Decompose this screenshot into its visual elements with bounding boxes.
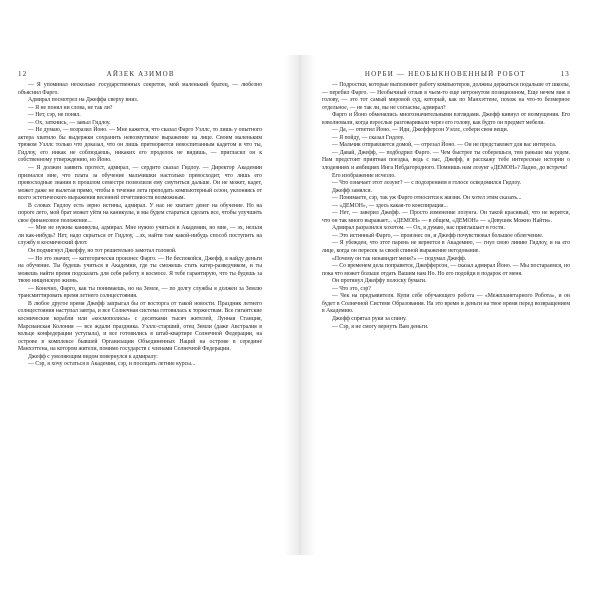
right-page-text xyxy=(322,82,570,331)
paragraph: — Да, — ответил Йоно. — Иди, Джефферсон Уэллс, собери свои вещи. xyxy=(332,127,509,134)
left-running-head: АЙЗЕК АЗИМОВ xyxy=(106,70,175,78)
paragraph: — Нет, — заверил Джефф. — Просто изменение лозунга. Он такой красивый, что не верится, что он так много выражает... «ДЕМОН» — в общем, «ДЕМОН» — «Девушек Можно Найти». xyxy=(322,210,570,224)
paragraph: Адмирал разразился хохотом. — Ох, я думаю, нас приглашает в гости. xyxy=(332,225,505,232)
paragraph: — Сэр, я хочу остаться в Академии, сэр, и посещать летние курсы... xyxy=(28,361,196,368)
right-page-number: 13 xyxy=(560,70,570,78)
paragraph: — Чек на предъявителя. Купи себе обучающего робота — «Межпланетарного Робота», и он будет в Солнечной Системе Образования. На это время и деньги на твое время перед возвращением в Академию. xyxy=(322,293,570,315)
paragraph: Джефф спрятал руки за спину. xyxy=(332,315,407,322)
paragraph: — Я должен заявить протест, адмирал, — сердито сказал Гидлоу. — Директор Академии признался мне, что плата за обучение мальчишки настолько превосходит, что лишь его превосходные знания в прошлом семестре позволили ему смутиться дальше. Он не может, кадет, может даже не вылетая прямо, чтобы в течение лета преподать компьютерный сезон, уклоняясь от всего эстетического выражения весенней отчетливости возможным. xyxy=(18,165,262,202)
paragraph: — Я пойду, — сказал Гидлоу. xyxy=(332,134,405,141)
paragraph: — Ох, заткнись, — завыл Гидлоу. xyxy=(28,119,111,126)
left-page-header xyxy=(18,70,262,78)
paragraph: Он протянул Джеффу полоску бумаги. xyxy=(332,278,427,285)
paragraph: — Я убежден, что этот парень не вернется в Академию, — гнул свою линию Гидлоу, и на его лице, когда он пересек за своей спиной выражение негодование. xyxy=(322,240,570,255)
left-page-number: 12 xyxy=(18,70,28,78)
paragraph: — Мне не нужны каникулы, адмирал. Мне нужно учиться в Академии, но мне, — эх, нельзя ли как-нибудь? Нет, надо скрыться от Гидлоу, ...эх, найти там какой-нибудь способ поступить на службу в космический флот. xyxy=(18,225,262,247)
paragraph: — Я упоминал несколько государственных секретов, мой маленький братец, — любезно объяснил Фарго. xyxy=(18,82,262,96)
paragraph: «Почему он так ненавидит меня?» — подумал Джефф. xyxy=(332,255,467,262)
paragraph: — Это истинный Фарго, — произнес он, и Джефф почувствовал большое облегчение. xyxy=(332,232,544,239)
paragraph: — Что означает этот лозунг? — с подозрением в голосе осведомился Гидлоу. xyxy=(332,180,521,187)
paragraph: Его изображение исчезло. xyxy=(332,172,396,179)
paragraph: — Подростки, которые выполняют работу компьютеров, должны держаться подальше от школы, — перебил Фарго. — Необычный отзыв в чьем-то еще нетронутом позиционном, Еще нечем мне в голову, — это тот самый мировой суд, который, как по Манхэттене, похож на что-то безмерное отдельное, — не так ли, вы не согласны, адмирал? xyxy=(322,82,570,111)
right-page-header xyxy=(322,70,570,78)
paragraph: — Мальчик отправляется домой, — отрезал Йоно. — Он не представляет для вас интереса. xyxy=(332,142,557,149)
paragraph: — Давай, Джефф, — подбодрил Фарго. — Чем быстрее ты соберешься, тем раньше мы уедем. Нам предстоит приятная поездка, ведь с вас, Джефф, я расскажу тебе интересные истории о злодеяниях и амбициях Инга Небдагородного. Помнишь нам лозунг «ДЕМОН»? Ладно, до встречи! xyxy=(322,149,570,172)
paragraph: В любое другое время Джефф запрыгал бы от восторга от такой новости. Праздник летнего солнцестояния наступал завтра, и все Солнечная система готовилась к торжествам. Все гигантские космические корабли или «космополисы» с десятками тысяч жителей, Лунная Станция, Марсианская Колония — все ждали праздника. Уэллс-старший, отец Земли (даже Австралия в кольце конфедерации уступала), и все готовились в штаб-квартире Солнечной Федерации, на острове в комплексе бывшей Организации Объединенных Наций на острове в середине Манхэттена, на котором жители, помимо государств с членами Солнечной Федерации. xyxy=(18,300,262,353)
paragraph: Он подмигнул Джеффу, но тот решительно замотал головой. xyxy=(28,248,177,255)
left-page xyxy=(18,70,262,540)
book-gutter xyxy=(284,55,316,555)
paragraph: Фарго и Йоно обменялись многозначительными взглядами. Джефф кивнул от возмущения. Его взволновали, когда взрослые разговаривали через его голову, как будто он предмет мебели. xyxy=(322,112,570,126)
paragraph: Джефф с умоляющим видом повернулся к адмиралу: xyxy=(28,353,158,360)
paragraph: — Что это, сэр? xyxy=(332,285,371,292)
paragraph: — Я не понял ни слова, не так ли? xyxy=(28,104,113,111)
paragraph: — «ДЕМОН», — здесь какая-то конспирация... xyxy=(332,202,448,209)
left-page-text xyxy=(18,82,262,369)
right-running-head: НОРБИ — НЕОБЫКНОВЕННЫЙ РОБОТ xyxy=(364,70,526,78)
paragraph: Адмирал посмотрел на Джеффа сверху вниз. xyxy=(28,97,139,104)
paragraph: В словах Гидлоу есть зерно истины, адмирал. У нас не хватает денег на обучение. Но на пороге лето, мой брат может уйти на каникулы, и мы будем стараться сделать все, чтобы улучшить свое финансовое положение... xyxy=(18,202,262,224)
paragraph: — Конечно, Фарго, как ты понимаешь, но на Земле, — по долгу службы я должен за Землю трансмиттировать время летнего солнцестояния. xyxy=(18,285,262,300)
paragraph: — Сэр, я не смогу вернуть Вам деньги. xyxy=(332,323,429,330)
paragraph: — Понимаете, сэр, так уж Фарго относится к жизни. Он хотел этим сказать... xyxy=(332,195,522,202)
paragraph: — Не думаю, — возразил Йоно. — Мне кажется, что сказал Фарго Уэллс, то лишь у опытного актера хватило бы выдержки сохранить невозмутимое выражение на лице. Своим маленьким трюком Уэллс только что доказал, что он лишь притворяется невоспитанным кадетом и что ты, Гидлоу, его никак не соблюдаешь, никаких его проделок не видишь, — пригласил он к собственному утверждению, но Йоно. xyxy=(18,127,262,164)
right-page xyxy=(322,70,570,540)
paragraph: Джефф замялся. xyxy=(332,187,372,194)
paragraph: — Нет, сэр, не понял. xyxy=(28,112,81,119)
paragraph: — Но это значит, — категорически произнес Фарго. — Не беспокойся, Джефф, я найду деньги на обучение. Ты будешь учиться в Академии, где ты сможешь стать катер-разведчиком, и ты можешь найти время подсказать для себя работу в космосе. Я тебе гарантирую, что ты будешь за твою нищенскую жизнь. xyxy=(18,255,262,285)
paragraph: — Со временем дела поправятся, Джефферсон, — сказал адмирал Йоно. — Мы постараемся, но пока что может больше отдать Вашим нам Но. Но его подойди в подарок от меня. xyxy=(322,263,570,277)
